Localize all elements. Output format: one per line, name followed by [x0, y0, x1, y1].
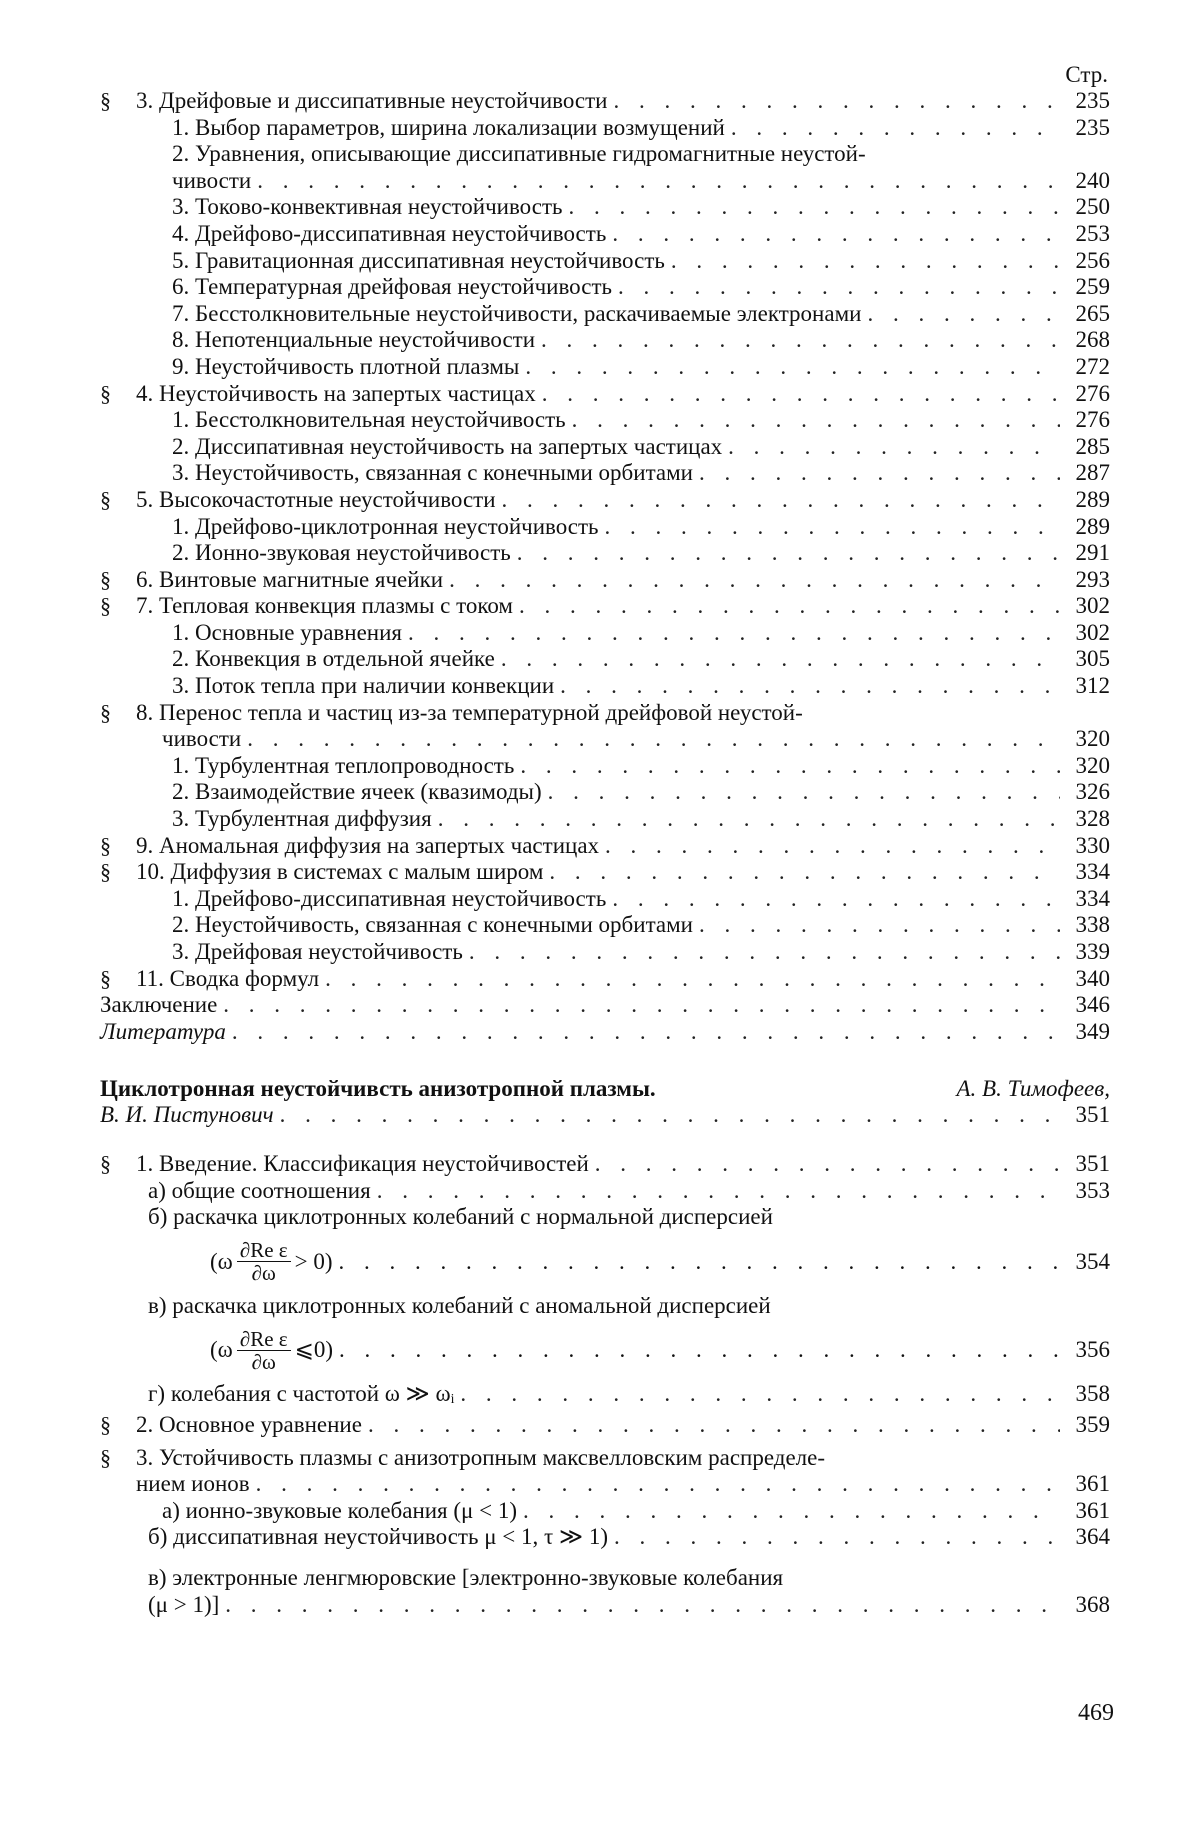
- leader-dots: [520, 753, 1060, 780]
- entry-title: 1. Введение. Классификация неустойчивостей: [136, 1150, 589, 1176]
- leader-dots: [568, 194, 1060, 221]
- toc-entry: [100, 646, 1110, 673]
- entry-title: а) ионно-звуковые колебания (μ < 1): [162, 1497, 518, 1523]
- toc-entry: [100, 327, 1110, 354]
- table-of-contents: [100, 62, 1110, 1618]
- entry-title: 2. Конвекция в отдельной ячейке: [172, 646, 495, 672]
- toc-entry: [100, 833, 1110, 860]
- entry-page: 354: [1075, 1248, 1110, 1274]
- formula-row: [100, 1231, 1110, 1293]
- entry-title: 4. Дрейфово-диссипативная неустойчивость: [172, 220, 607, 246]
- toc-entry: [100, 1019, 1110, 1046]
- toc-entry: [100, 1151, 1110, 1178]
- leader-dots: [339, 1337, 1069, 1363]
- leader-dots: [613, 88, 1060, 115]
- leader-dots: [368, 1412, 1060, 1439]
- entry-page: 276: [1075, 407, 1110, 433]
- toc-entry: [100, 1445, 1110, 1472]
- section-sign: §: [100, 832, 111, 858]
- section-sign: §: [100, 380, 111, 406]
- toc-entry: [100, 1381, 1110, 1408]
- toc-entry: [100, 434, 1110, 461]
- toc-entry: [100, 1524, 1110, 1551]
- toc-entry: [100, 354, 1110, 381]
- entry-page: 330: [1075, 832, 1110, 858]
- leader-dots: [612, 886, 1060, 913]
- entry-page: 256: [1075, 247, 1110, 273]
- toc-entry: [100, 567, 1110, 594]
- leader-dots: [338, 1249, 1069, 1275]
- article-toc: [100, 1151, 1110, 1618]
- formula-relation: ⩽0): [294, 1337, 334, 1363]
- entry-title: 9. Аномальная диффузия на запертых частицах: [136, 832, 600, 858]
- section-sign: §: [100, 88, 111, 113]
- leader-dots: [408, 620, 1060, 647]
- entry-page: 285: [1075, 433, 1110, 459]
- entry-title: 3. Дрейфовые и диссипативные неустойчивости: [136, 88, 608, 113]
- toc-entry: [100, 886, 1110, 913]
- fraction-denominator: ∂ω: [251, 1349, 276, 1374]
- fraction-denominator: ∂ω: [251, 1261, 276, 1286]
- toc-entry: [100, 540, 1110, 567]
- toc-section-list: [100, 88, 1110, 1045]
- page-number: 469: [1078, 1700, 1114, 1726]
- entry-page: 353: [1075, 1177, 1110, 1203]
- leader-dots: [257, 168, 1060, 195]
- entry-page: 276: [1075, 380, 1110, 406]
- entry-title: 2. Неустойчивость, связанная с конечными орбитами: [172, 912, 693, 938]
- article-page: 351: [1075, 1102, 1110, 1128]
- entry-title-continuation: (μ > 1)]: [148, 1591, 220, 1617]
- entry-title: 1. Турбулентная теплопроводность: [172, 752, 515, 778]
- toc-entry: [100, 194, 1110, 221]
- toc-entry: [100, 487, 1110, 514]
- article-authors-line2: В. И. Пистунович: [100, 1102, 274, 1128]
- entry-page: 339: [1075, 939, 1110, 964]
- formula-open: (ω: [210, 1248, 233, 1274]
- article-entry: [100, 1075, 1110, 1129]
- toc-entry: [100, 859, 1110, 886]
- entry-title: 3. Токово-конвективная неустойчивость: [172, 194, 563, 220]
- leader-dots: [223, 992, 1060, 1019]
- fraction: [237, 1239, 291, 1284]
- section-sign: §: [100, 699, 111, 725]
- toc-entry: [100, 88, 1110, 115]
- entry-page: 351: [1075, 1150, 1110, 1176]
- entry-title: 11. Сводка формул: [136, 965, 320, 991]
- entry-page: 235: [1075, 88, 1110, 113]
- toc-entry: [100, 1293, 1110, 1320]
- toc-entry: [100, 620, 1110, 647]
- entry-title: Заключение: [100, 992, 218, 1018]
- entry-page: 305: [1075, 646, 1110, 672]
- leader-dots: [671, 248, 1060, 275]
- leader-dots: [614, 1524, 1060, 1551]
- toc-entry-continuation: [100, 726, 1110, 753]
- leader-dots: [523, 1498, 1060, 1525]
- entry-page: 235: [1075, 114, 1110, 140]
- leader-dots: [612, 221, 1060, 248]
- entry-page: 312: [1075, 673, 1110, 699]
- leader-dots: [731, 115, 1060, 142]
- entry-page: 268: [1075, 327, 1110, 353]
- toc-entry: [100, 806, 1110, 833]
- entry-page: 293: [1075, 566, 1110, 592]
- entry-title: 7. Тепловая конвекция плазмы с током: [136, 593, 513, 619]
- entry-page: 358: [1075, 1381, 1110, 1407]
- section-sign: §: [100, 1411, 111, 1437]
- toc-entry-continuation: [100, 168, 1110, 195]
- leader-dots: [728, 434, 1060, 461]
- leader-dots: [595, 1151, 1060, 1178]
- toc-entry: [100, 1498, 1110, 1525]
- toc-entry-continuation: [100, 1592, 1110, 1619]
- entry-title: 2. Основное уравнение: [136, 1411, 362, 1437]
- toc-entry: [100, 141, 1110, 168]
- section-sign: §: [100, 965, 111, 991]
- entry-title: 8. Непотенциальные неустойчивости: [172, 327, 536, 353]
- entry-page: 291: [1075, 540, 1110, 566]
- leader-dots: [541, 327, 1060, 354]
- entry-page: 240: [1075, 167, 1110, 193]
- entry-title: 9. Неустойчивость плотной плазмы: [172, 353, 520, 379]
- entry-page: 364: [1075, 1524, 1110, 1550]
- leader-dots: [225, 1592, 1060, 1619]
- leader-dots: [542, 381, 1060, 408]
- leader-dots: [618, 274, 1060, 301]
- entry-title: 5. Гравитационная диссипативная неустойчивость: [172, 247, 665, 273]
- entry-page: 326: [1075, 779, 1110, 805]
- entry-page: 259: [1075, 274, 1110, 300]
- formula-row: [100, 1319, 1110, 1381]
- entry-page: 328: [1075, 806, 1110, 832]
- toc-entry: [100, 992, 1110, 1019]
- section-sign: §: [100, 1444, 111, 1470]
- entry-page: 368: [1075, 1591, 1110, 1617]
- toc-entry: [100, 966, 1110, 993]
- entry-title: 6. Винтовые магнитные ячейки: [136, 566, 444, 592]
- entry-title: в) электронные ленгмюровские [электронно-звуковые колебания: [148, 1564, 784, 1590]
- toc-entry: [100, 912, 1110, 939]
- entry-title-continuation: нием ионов: [136, 1471, 250, 1497]
- entry-title: 1. Дрейфово-циклотронная неустойчивость: [172, 513, 599, 539]
- entry-title: г) колебания с частотой ω ≫ ωᵢ: [148, 1381, 455, 1407]
- toc-entry: [100, 700, 1110, 727]
- entry-title: 3. Поток тепла при наличии конвекции: [172, 673, 555, 699]
- leader-dots: [232, 1019, 1060, 1046]
- entry-page: 320: [1075, 752, 1110, 778]
- entry-title: 8. Перенос тепла и частиц из-за температурной дрейфовой неустой-: [136, 699, 803, 725]
- toc-entry: [100, 460, 1110, 487]
- leader-dots: [469, 939, 1060, 966]
- section-sign: §: [100, 593, 111, 619]
- leader-dots: [572, 407, 1060, 434]
- entry-title: б) диссипативная неустойчивость μ < 1, τ ≫ 1): [148, 1524, 608, 1550]
- entry-title: 6. Температурная дрейфовая неустойчивость: [172, 274, 612, 300]
- entry-title: 2. Ионно-звуковая неустойчивость: [172, 540, 511, 566]
- toc-entry: [100, 1178, 1110, 1205]
- entry-title: Литература: [100, 1018, 226, 1044]
- toc-entry: [100, 274, 1110, 301]
- section-sign: §: [100, 566, 111, 592]
- entry-title: 3. Устойчивость плазмы с анизотропным максвелловским распределе-: [136, 1444, 826, 1470]
- entry-title: 2. Взаимодействие ячеек (квазимоды): [172, 779, 542, 805]
- entry-title: в) раскачка циклотронных колебаний с аномальной дисперсией: [148, 1292, 771, 1318]
- section-sign: §: [100, 1150, 111, 1176]
- toc-entry: [100, 381, 1110, 408]
- toc-entry: [100, 673, 1110, 700]
- leader-dots: [605, 833, 1060, 860]
- entry-page: 287: [1075, 460, 1110, 486]
- fraction-numerator: ∂Re ε: [237, 1239, 291, 1262]
- leader-dots: [699, 912, 1060, 939]
- section-sign: §: [100, 486, 111, 512]
- toc-entry: [100, 1204, 1110, 1231]
- leader-dots: [519, 593, 1060, 620]
- entry-page: 272: [1075, 353, 1110, 379]
- leader-dots: [605, 514, 1060, 541]
- toc-entry: [100, 939, 1110, 966]
- entry-title: 2. Диссипативная неустойчивость на запертых частицах: [172, 433, 723, 459]
- toc-entry: [100, 407, 1110, 434]
- toc-entry: [100, 593, 1110, 620]
- entry-title: 7. Бесстолкновительные неустойчивости, раскачиваемые электронами: [172, 300, 862, 326]
- entry-page: 253: [1075, 220, 1110, 246]
- toc-entry: [100, 221, 1110, 248]
- toc-entry: [100, 301, 1110, 328]
- entry-title: б) раскачка циклотронных колебаний с нормальной дисперсией: [148, 1204, 773, 1230]
- leader-dots: [517, 540, 1060, 567]
- leader-dots: [525, 354, 1060, 381]
- toc-entry: [100, 514, 1110, 541]
- entry-page: 289: [1075, 486, 1110, 512]
- leader-dots: [438, 806, 1060, 833]
- section-sign: §: [100, 859, 111, 885]
- formula-open: (ω: [210, 1337, 233, 1363]
- leader-dots: [502, 487, 1060, 514]
- entry-title: 5. Высокочастотные неустойчивости: [136, 486, 496, 512]
- entry-page: 349: [1075, 1018, 1110, 1044]
- entry-title: 4. Неустойчивость на запертых частицах: [136, 380, 536, 406]
- entry-page: 356: [1075, 1337, 1110, 1363]
- entry-title: 1. Дрейфово-диссипативная неустойчивость: [172, 885, 607, 911]
- entry-page: 334: [1075, 885, 1110, 911]
- entry-title: а) общие соотношения: [148, 1177, 371, 1203]
- entry-page: 346: [1075, 992, 1110, 1018]
- entry-page: 302: [1075, 619, 1110, 645]
- leader-dots: [247, 726, 1060, 753]
- entry-page: 361: [1075, 1471, 1110, 1497]
- toc-entry: [100, 1565, 1110, 1592]
- entry-page: 359: [1075, 1411, 1110, 1437]
- entry-title: 10. Диффузия в системах с малым широм: [136, 859, 544, 885]
- leader-dots: [377, 1178, 1060, 1205]
- leader-dots: [449, 567, 1060, 594]
- entry-title: 3. Дрейфовая неустойчивость: [172, 939, 463, 964]
- entry-page: 338: [1075, 912, 1110, 938]
- entry-page: 265: [1075, 300, 1110, 326]
- entry-title-continuation: чивости: [172, 167, 252, 193]
- leader-dots: [280, 1102, 1060, 1129]
- formula-relation: > 0): [294, 1248, 333, 1274]
- entry-page: 334: [1075, 859, 1110, 885]
- entry-page: 340: [1075, 965, 1110, 991]
- entry-page: 361: [1075, 1497, 1110, 1523]
- leader-dots: [501, 646, 1060, 673]
- leader-dots: [549, 859, 1060, 886]
- leader-dots: [548, 779, 1060, 806]
- entry-title: 1. Бесстолкновительная неустойчивость: [172, 407, 566, 433]
- leader-dots: [699, 460, 1060, 487]
- entry-title: 1. Основные уравнения: [172, 619, 402, 645]
- entry-title: 3. Турбулентная диффузия: [172, 806, 432, 832]
- toc-entry: [100, 1412, 1110, 1439]
- entry-title-continuation: чивости: [162, 726, 242, 752]
- leader-dots: [256, 1471, 1060, 1498]
- article-title: Циклотронная неустойчивсть анизотропной плазмы.: [100, 1076, 656, 1102]
- entry-page: 250: [1075, 194, 1110, 220]
- toc-entry-continuation: [100, 1471, 1110, 1498]
- entry-title: 1. Выбор параметров, ширина локализации возмущений: [172, 114, 725, 140]
- leader-dots: [325, 966, 1060, 993]
- entry-title: 2. Уравнения, описывающие диссипативные гидромагнитные неустой-: [172, 141, 866, 167]
- fraction-numerator: ∂Re ε: [237, 1328, 291, 1351]
- leader-dots: [867, 301, 1060, 328]
- article-authors-line1: А. В. Тимофеев,: [956, 1076, 1110, 1102]
- leader-dots: [460, 1381, 1060, 1408]
- toc-entry: [100, 779, 1110, 806]
- toc-entry: [100, 753, 1110, 780]
- entry-page: 302: [1075, 593, 1110, 619]
- fraction: [237, 1328, 291, 1373]
- leader-dots: [560, 673, 1060, 700]
- toc-entry: [100, 115, 1110, 142]
- entry-page: 289: [1075, 513, 1110, 539]
- entry-page: 320: [1075, 726, 1110, 752]
- toc-entry: [100, 248, 1110, 275]
- page-column-header: Стр.: [1065, 62, 1108, 87]
- entry-title: 3. Неустойчивость, связанная с конечными орбитами: [172, 460, 693, 486]
